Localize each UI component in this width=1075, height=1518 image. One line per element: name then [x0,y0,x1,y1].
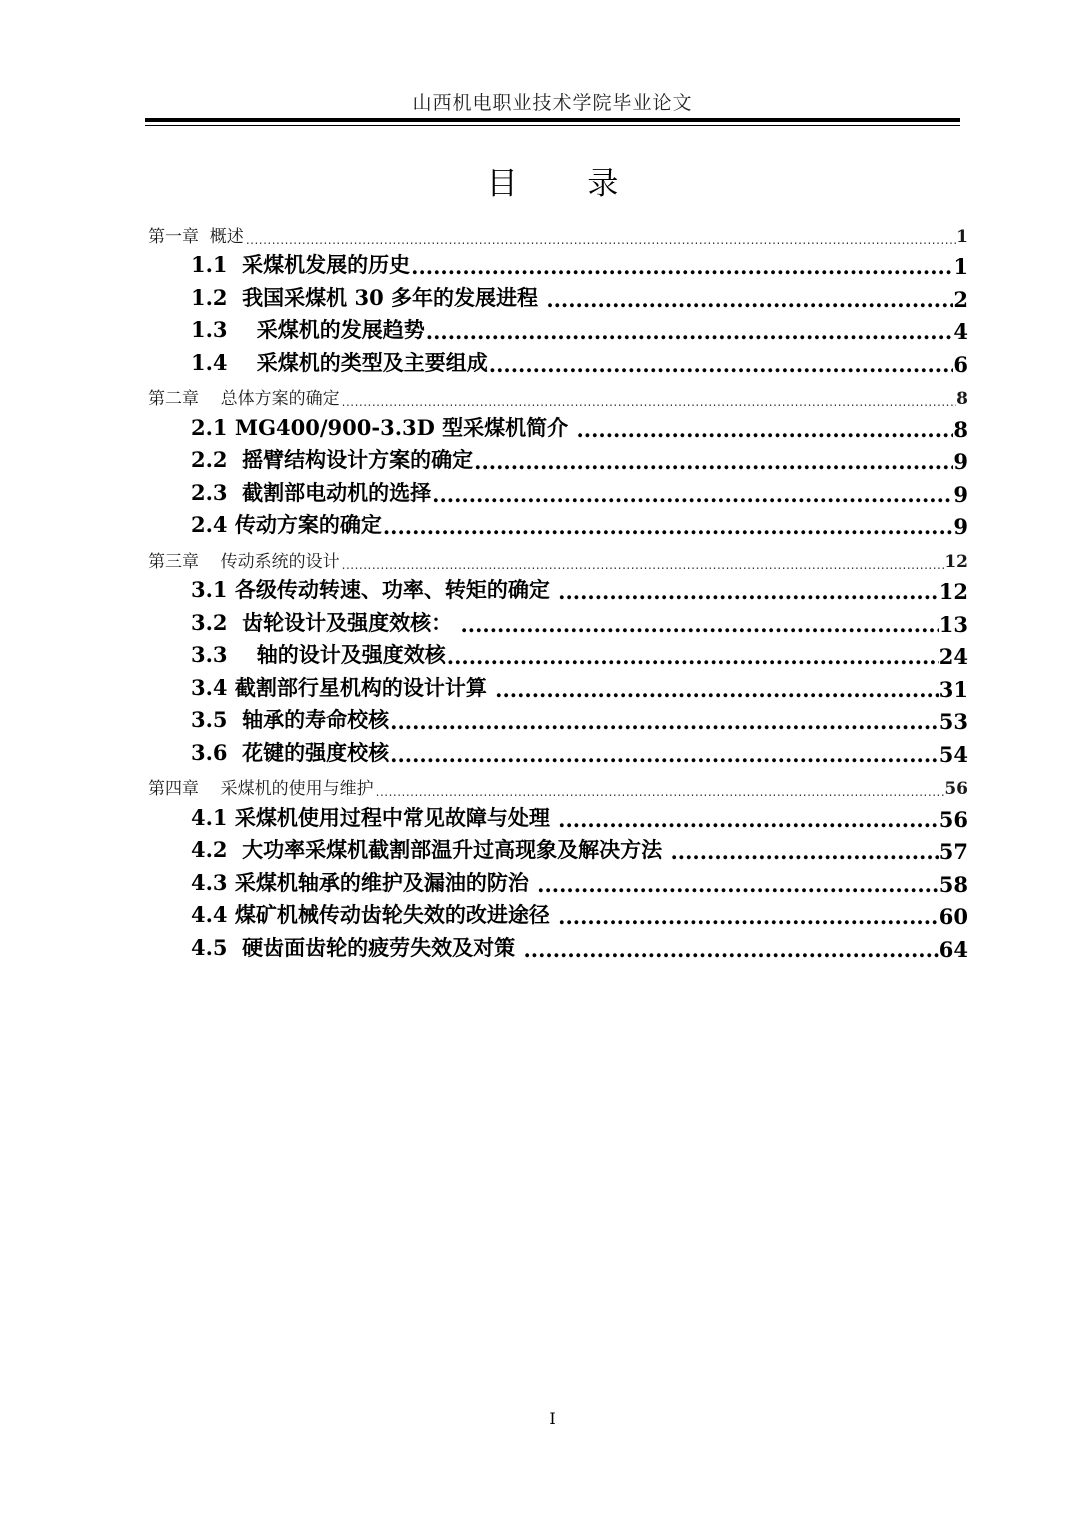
toc-dot-leader [575,417,953,442]
toc-entry-label: 1.3 采煤机的发展趋势 [191,317,425,342]
toc-entry-page: 56 [938,806,968,832]
toc-entry-label: 2.4 传动方案的确定 [191,512,382,537]
toc-section-entry[interactable] [148,312,968,345]
toc-entry-label: 1.2 我国采煤机 30 多年的发展进程 [191,284,546,310]
toc-dot-leader [494,677,939,702]
toc-entry-page: 1 [956,226,968,247]
toc-section-entry[interactable] [148,247,968,280]
toc-entry-label: 4.5 硬齿面齿轮的疲劳失效及对策 [191,934,523,960]
toc-dot-leader [374,785,945,799]
toc-section-entry[interactable] [148,344,968,377]
toc-dot-leader [669,839,938,864]
toc-entry-page: 54 [938,741,968,767]
toc-chapter-entry[interactable] [148,767,968,800]
toc-dot-leader [410,254,953,279]
toc-dot-leader [536,872,939,897]
toc-section-entry[interactable] [148,734,968,767]
toc-dot-leader [446,644,939,669]
toc-entry-label: 第一章 概述 [148,226,244,247]
toc-dot-leader [522,937,938,962]
toc-entry-page: 9 [953,449,968,474]
toc-dot-leader [340,395,957,409]
toc-section-entry[interactable] [148,604,968,637]
toc-entry-label: 4.3 采煤机轴承的维护及漏油的防治 [191,869,537,895]
toc-section-entry[interactable] [148,279,968,312]
toc-section-entry[interactable] [148,702,968,735]
toc-entry-page: 13 [938,611,968,637]
toc-entry-page: 12 [944,551,968,572]
toc-entry-label: 3.4 截割部行星机构的设计计算 [191,674,495,700]
toc-dot-leader [425,319,954,344]
toc-entry-page: 8 [953,416,968,442]
toc-entry-page: 57 [938,839,968,864]
toc-dot-leader [473,449,953,474]
toc-chapter-entry[interactable] [148,377,968,410]
toc-entry-page: 53 [938,709,968,734]
toc-dot-leader [431,482,953,507]
toc-dot-leader [389,742,939,767]
toc-entry-page: 12 [938,579,968,604]
toc-section-entry[interactable] [148,572,968,605]
toc-entry-page: 60 [938,904,968,929]
toc-entry-page: 8 [956,389,968,409]
toc-title: 目 录 [486,166,619,202]
toc-entry-page: 64 [938,936,968,962]
toc-entry-label: 2.2 摇臂结构设计方案的确定 [191,447,474,472]
toc-dot-leader [545,287,953,312]
toc-entry-page: 9 [953,514,968,539]
toc-entry-label: 第二章 总体方案的确定 [148,389,340,409]
toc-section-entry[interactable] [148,507,968,540]
toc-entry-label: 2.3 截割部电动机的选择 [191,479,432,505]
toc-entry-label: 4.4 煤矿机械传动齿轮失效的改进途径 [191,902,558,927]
toc-dot-leader [340,558,945,572]
toc-dot-leader [382,514,954,539]
toc-dot-leader [459,612,938,637]
running-header: 山西机电职业技术学院毕业论文 [412,92,693,114]
toc-dot-leader [557,904,939,929]
toc-section-entry[interactable] [148,864,968,897]
toc-entry-label: 4.2 大功率采煤机截割部温升过高现象及解决方法 [191,837,670,862]
toc-entry-label: 第三章 传动系统的设计 [148,551,340,572]
toc-entry-label: 1.1 采煤机发展的历史 [191,252,411,277]
toc-entry-page: 4 [953,319,968,344]
toc-entry-label: 4.1 采煤机使用过程中常见故障与处理 [191,804,558,830]
toc-entry-page: 2 [953,286,968,312]
toc-section-entry[interactable] [148,669,968,702]
toc-section-entry[interactable] [148,409,968,442]
toc-dot-leader [244,233,956,247]
toc-entry-page: 56 [944,779,968,799]
toc-entry-label: 3.5 轴承的寿命校核 [191,707,390,732]
toc-dot-leader [557,579,939,604]
toc-entry-label: 3.2 齿轮设计及强度效核： [191,609,460,635]
header-rule-thin [145,125,960,126]
toc-entry-page: 58 [938,871,968,897]
toc-entry-label: 3.3 轴的设计及强度效核 [191,642,446,667]
toc-section-entry[interactable] [148,799,968,832]
toc-section-entry[interactable] [148,897,968,930]
toc-entry-label: 3.1 各级传动转速、功率、转矩的确定 [191,577,558,602]
toc-entry-label: 3.6 花键的强度校核 [191,739,390,765]
toc-chapter-entry[interactable] [148,539,968,572]
toc-entry-label: 第四章 采煤机的使用与维护 [148,779,374,799]
table-of-contents [148,214,968,962]
toc-dot-leader [557,807,939,832]
toc-entry-page: 24 [938,644,968,669]
toc-dot-leader [389,709,939,734]
toc-dot-leader [488,352,954,377]
toc-entry-page: 31 [938,676,968,702]
toc-section-entry[interactable] [148,442,968,475]
toc-section-entry[interactable] [148,474,968,507]
toc-entry-page: 1 [953,254,968,279]
page-number: I [549,1409,556,1428]
toc-section-entry[interactable] [148,637,968,670]
toc-section-entry[interactable] [148,832,968,865]
toc-entry-label: 1.4 采煤机的类型及主要组成 [191,349,488,375]
toc-section-entry[interactable] [148,929,968,962]
toc-entry-label: 2.1 MG400/900-3.3D 型采煤机简介 [191,414,576,440]
header-rule-thick [145,118,960,122]
toc-entry-page: 6 [953,351,968,377]
toc-chapter-entry[interactable] [148,214,968,247]
toc-entry-page: 9 [953,481,968,507]
